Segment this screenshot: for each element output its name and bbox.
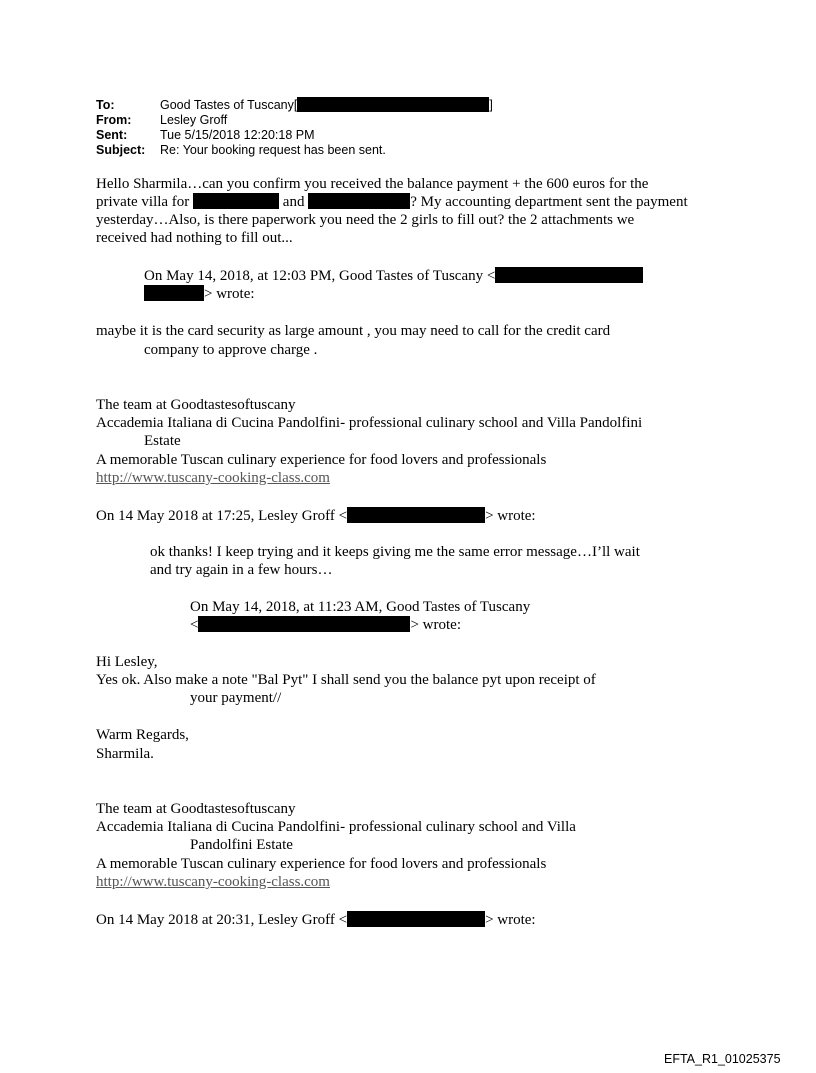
subject-label: Subject: <box>96 143 146 157</box>
to-label: To: <box>96 98 115 112</box>
redaction-box <box>308 193 410 209</box>
header-from <box>96 112 227 128</box>
redaction-box <box>198 616 410 632</box>
redaction-box <box>347 911 485 927</box>
signature-line: The team at Goodtastesoftuscany <box>96 397 296 413</box>
body-line: ok thanks! I keep trying and it keeps giving me the same error message…I’ll wait <box>150 544 640 560</box>
signature-line: A memorable Tuscan culinary experience for food lovers and professionals <box>96 452 547 468</box>
sent-value: Tue 5/15/2018 12:20:18 PM <box>160 128 315 142</box>
signature-line: A memorable Tuscan culinary experience for food lovers and professionals <box>96 856 547 872</box>
body-line: Hi Lesley, <box>96 654 158 670</box>
signature-line: Accademia Italiana di Cucina Pandolfini- professional culinary school and Villa <box>96 819 576 835</box>
signature-line: The team at Goodtastesoftuscany <box>96 801 296 817</box>
website-link[interactable]: http://www.tuscany-cooking-class.com <box>96 874 330 890</box>
to-value: Good Tastes of Tuscany[ <box>160 98 298 112</box>
body-line: company to approve charge . <box>144 342 318 358</box>
body-line: yesterday…Also, is there paperwork you need the 2 girls to fill out? the 2 attachments we <box>96 212 635 228</box>
redaction-box <box>297 97 489 112</box>
body-line: Hello Sharmila…can you confirm you received the balance payment + the 600 euros for the <box>96 176 649 192</box>
website-link[interactable]: http://www.tuscany-cooking-class.com <box>96 470 330 486</box>
quote-line: On May 14, 2018, at 12:03 PM, Good Tastes of Tuscany < <box>144 267 643 285</box>
from-label: From: <box>96 113 132 127</box>
signature-line: Estate <box>144 433 181 449</box>
subject-value: Re: Your booking request has been sent. <box>160 143 386 157</box>
quote-line: On May 14, 2018, at 11:23 AM, Good Tastes of Tuscany <box>190 599 531 615</box>
signature-line: Accademia Italiana di Cucina Pandolfini- professional culinary school and Villa Pandolfini <box>96 415 643 431</box>
quote-line: On 14 May 2018 at 17:25, Lesley Groff < > wrote: <box>96 508 536 524</box>
quote-line: On 14 May 2018 at 20:31, Lesley Groff < > wrote: <box>96 912 536 928</box>
quote-line: > wrote: <box>144 285 255 303</box>
redaction-box <box>193 193 279 209</box>
redaction-box <box>144 285 204 301</box>
redaction-box <box>347 507 485 523</box>
header-sent <box>96 127 315 143</box>
body-line: private villa for and ? My accounting department sent the payment <box>96 194 688 210</box>
body-line: Sharmila. <box>96 746 154 762</box>
body-line: received had nothing to fill out... <box>96 230 293 246</box>
redaction-box <box>495 267 643 283</box>
header-to <box>96 97 493 113</box>
body-line: maybe it is the card security as large amount , you may need to call for the credit card <box>96 323 611 339</box>
signature-line: Pandolfini Estate <box>190 837 293 853</box>
body-line: your payment// <box>190 690 282 706</box>
header-subject <box>96 142 386 158</box>
body-line: Yes ok. Also make a note "Bal Pyt" I shall send you the balance pyt upon receipt of <box>96 672 596 688</box>
quote-line: < > wrote: <box>190 617 461 633</box>
from-value: Lesley Groff <box>160 113 228 127</box>
body-line: Warm Regards, <box>96 727 189 743</box>
body-line: and try again in a few hours… <box>150 562 333 578</box>
to-close: ] <box>489 98 493 112</box>
document-id: EFTA_R1_01025375 <box>664 1052 781 1066</box>
sent-label: Sent: <box>96 128 128 142</box>
